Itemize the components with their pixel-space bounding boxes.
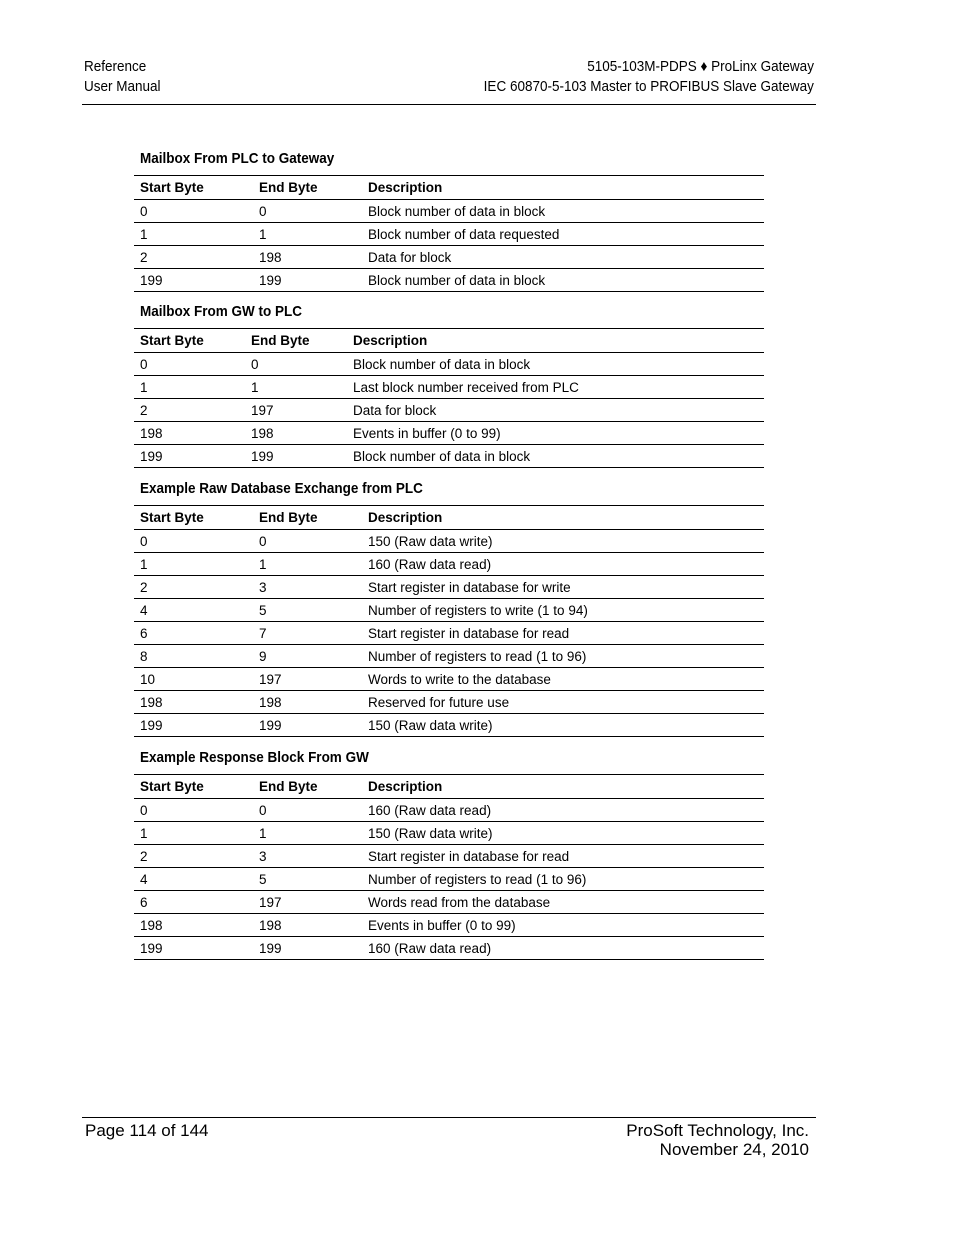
footer-right: [626, 1121, 809, 1159]
header-left: [84, 57, 169, 96]
table-row: [134, 668, 764, 691]
cell-description: Events in buffer (0 to 99): [362, 914, 764, 937]
cell-description: Words to write to the database: [362, 668, 764, 691]
table-row: [134, 645, 764, 668]
cell-end-byte: 198: [245, 422, 347, 445]
cell-end-byte: 0: [253, 530, 362, 553]
table-header-row: [134, 775, 764, 799]
table-row: [134, 914, 764, 937]
cell-end-byte: 1: [245, 376, 347, 399]
cell-description: 160 (Raw data read): [362, 799, 764, 822]
cell-start-byte: 199: [134, 937, 253, 960]
cell-start-byte: 198: [134, 422, 245, 445]
column-header-description: Description: [362, 176, 764, 200]
header-right: [447, 57, 814, 96]
publish-date: November 24, 2010: [659, 1140, 809, 1159]
table-row: [134, 422, 764, 445]
table-row: [134, 937, 764, 960]
cell-end-byte: 1: [253, 223, 362, 246]
column-header-description: Description: [347, 329, 764, 353]
cell-start-byte: 0: [134, 200, 253, 223]
section-title-gw-to-plc: Mailbox From GW to PLC: [140, 303, 302, 320]
column-header-start: Start Byte: [134, 775, 253, 799]
table-row: [134, 269, 764, 292]
table-row: [134, 353, 764, 376]
cell-description: 150 (Raw data write): [362, 822, 764, 845]
cell-start-byte: 6: [134, 891, 253, 914]
table-row: [134, 891, 764, 914]
cell-end-byte: 197: [253, 668, 362, 691]
cell-description: Last block number received from PLC: [347, 376, 764, 399]
company-name: ProSoft Technology, Inc.: [626, 1121, 809, 1140]
cell-end-byte: 9: [253, 645, 362, 668]
cell-start-byte: 198: [134, 914, 253, 937]
table-row: [134, 622, 764, 645]
cell-description: Start register in database for write: [362, 576, 764, 599]
table-gw-to-plc: [134, 328, 764, 468]
cell-end-byte: 5: [253, 868, 362, 891]
cell-description: Events in buffer (0 to 99): [347, 422, 764, 445]
column-header-description: Description: [362, 506, 764, 530]
cell-start-byte: 6: [134, 622, 253, 645]
cell-start-byte: 2: [134, 246, 253, 269]
cell-end-byte: 198: [253, 246, 362, 269]
table-row: [134, 691, 764, 714]
cell-description: Number of registers to read (1 to 96): [362, 868, 764, 891]
cell-start-byte: 199: [134, 714, 253, 737]
cell-end-byte: 0: [245, 353, 347, 376]
cell-end-byte: 198: [253, 914, 362, 937]
table-row: [134, 714, 764, 737]
cell-start-byte: 199: [134, 269, 253, 292]
section-title-response-block: Example Response Block From GW: [140, 749, 369, 766]
cell-start-byte: 2: [134, 576, 253, 599]
cell-description: Block number of data in block: [362, 269, 764, 292]
cell-start-byte: 8: [134, 645, 253, 668]
cell-end-byte: 7: [253, 622, 362, 645]
cell-end-byte: 199: [253, 937, 362, 960]
cell-description: Words read from the database: [362, 891, 764, 914]
cell-start-byte: 10: [134, 668, 253, 691]
cell-description: 150 (Raw data write): [362, 714, 764, 737]
table-row: [134, 376, 764, 399]
column-header-end: End Byte: [253, 506, 362, 530]
table-response-block: [134, 774, 764, 960]
header-product: 5105-103M-PDPS ♦ ProLinx Gateway: [587, 58, 814, 75]
cell-start-byte: 198: [134, 691, 253, 714]
table-header-row: [134, 176, 764, 200]
table-row: [134, 553, 764, 576]
cell-end-byte: 197: [245, 399, 347, 422]
cell-description: Reserved for future use: [362, 691, 764, 714]
column-header-start: Start Byte: [134, 176, 253, 200]
cell-description: Number of registers to write (1 to 94): [362, 599, 764, 622]
table-row: [134, 599, 764, 622]
cell-end-byte: 0: [253, 200, 362, 223]
column-header-description: Description: [362, 775, 764, 799]
column-header-start: Start Byte: [134, 329, 245, 353]
table-row: [134, 200, 764, 223]
cell-end-byte: 199: [253, 714, 362, 737]
column-header-end: End Byte: [253, 176, 362, 200]
cell-start-byte: 199: [134, 445, 245, 468]
cell-description: Block number of data in block: [347, 353, 764, 376]
cell-start-byte: 1: [134, 822, 253, 845]
header-doc-type: User Manual: [84, 77, 161, 95]
table-row: [134, 576, 764, 599]
cell-end-byte: 1: [253, 822, 362, 845]
page-footer: [82, 1117, 816, 1159]
table-row: [134, 399, 764, 422]
cell-start-byte: 4: [134, 599, 253, 622]
cell-description: Data for block: [362, 246, 764, 269]
cell-start-byte: 1: [134, 553, 253, 576]
table-row: [134, 868, 764, 891]
cell-end-byte: 3: [253, 576, 362, 599]
cell-start-byte: 0: [134, 530, 253, 553]
cell-description: Block number of data in block: [362, 200, 764, 223]
column-header-end: End Byte: [245, 329, 347, 353]
cell-description: 150 (Raw data write): [362, 530, 764, 553]
cell-description: Data for block: [347, 399, 764, 422]
cell-description: 160 (Raw data read): [362, 937, 764, 960]
cell-start-byte: 4: [134, 868, 253, 891]
table-row: [134, 445, 764, 468]
cell-end-byte: 199: [245, 445, 347, 468]
table-row: [134, 530, 764, 553]
cell-start-byte: 2: [134, 399, 245, 422]
table-row: [134, 845, 764, 868]
cell-description: Block number of data requested: [362, 223, 764, 246]
table-row: [134, 223, 764, 246]
table-header-row: [134, 506, 764, 530]
cell-end-byte: 3: [253, 845, 362, 868]
cell-start-byte: 0: [134, 799, 253, 822]
table-row: [134, 822, 764, 845]
cell-end-byte: 5: [253, 599, 362, 622]
cell-description: 160 (Raw data read): [362, 553, 764, 576]
page-number: Page 114 of 144: [85, 1121, 209, 1140]
section-title-raw-exchange: Example Raw Database Exchange from PLC: [140, 480, 423, 497]
table-plc-to-gateway: [134, 175, 764, 292]
cell-end-byte: 1: [253, 553, 362, 576]
cell-start-byte: 1: [134, 223, 253, 246]
cell-description: Start register in database for read: [362, 622, 764, 645]
section-title-plc-to-gateway: Mailbox From PLC to Gateway: [140, 150, 335, 167]
cell-start-byte: 1: [134, 376, 245, 399]
cell-end-byte: 199: [253, 269, 362, 292]
cell-description: Start register in database for read: [362, 845, 764, 868]
cell-start-byte: 2: [134, 845, 253, 868]
page-header: [82, 56, 816, 105]
table-raw-exchange: [134, 505, 764, 737]
cell-end-byte: 198: [253, 691, 362, 714]
table-row: [134, 799, 764, 822]
column-header-end: End Byte: [253, 775, 362, 799]
cell-end-byte: 197: [253, 891, 362, 914]
column-header-start: Start Byte: [134, 506, 253, 530]
cell-description: Number of registers to read (1 to 96): [362, 645, 764, 668]
cell-end-byte: 0: [253, 799, 362, 822]
header-product-desc: IEC 60870-5-103 Master to PROFIBUS Slave Gateway: [483, 77, 814, 95]
table-row: [134, 246, 764, 269]
cell-description: Block number of data in block: [347, 445, 764, 468]
table-header-row: [134, 329, 764, 353]
cell-start-byte: 0: [134, 353, 245, 376]
header-section: Reference: [84, 58, 147, 75]
